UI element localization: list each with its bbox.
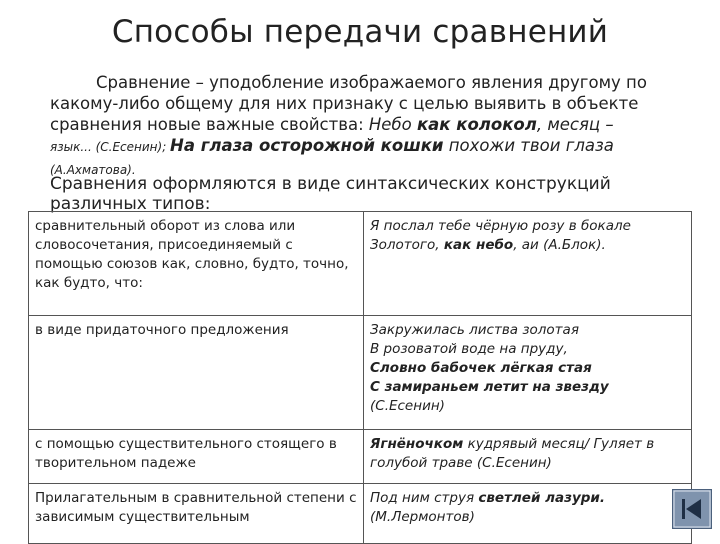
- first-slide-button[interactable]: [672, 489, 712, 529]
- table-row: [29, 484, 692, 544]
- example-cell: [364, 316, 692, 430]
- intro-line-4: [50, 135, 690, 158]
- comparison-highlight: как небо: [443, 237, 514, 253]
- first-slide-icon: [673, 490, 711, 528]
- comparison-highlight: На глаза осторожной кошки: [170, 136, 444, 155]
- example-text: Под ним струя: [370, 490, 479, 506]
- example-text: (М.Лермонтов): [370, 509, 475, 525]
- type-cell: в виде придаточного предложения: [29, 316, 364, 430]
- type-cell: с помощью существительного стоящего в творительном падеже: [29, 430, 364, 484]
- table-row: [29, 212, 692, 316]
- type-cell: Прилагательным в сравнительной степени с зависимым существительным: [29, 484, 364, 544]
- table-row: [29, 430, 692, 484]
- intro-paragraph: [50, 72, 690, 181]
- intro-line-1: Сравнение – уподобление изображаемого явления другому по: [96, 73, 647, 92]
- example-line-highlight: Словно бабочек лёгкая стая: [370, 360, 592, 376]
- example-line: Закружилась листва золотая: [370, 322, 579, 338]
- example-cell: [364, 212, 692, 316]
- comparison-highlight: как колокол: [416, 115, 537, 134]
- example-text: Небо: [368, 115, 417, 134]
- types-lead: Сравнения оформляются в виде синтаксических конструкций различных типов:: [50, 174, 611, 214]
- intro-line-3: [50, 114, 690, 135]
- example-citation: язык... (С.Есенин);: [50, 140, 171, 154]
- example-citation: (А.Ахматова).: [50, 163, 136, 177]
- comparison-highlight: светлей лазури.: [478, 490, 605, 506]
- type-cell: сравнительный оборот из слова или словосочетания, присоединяемый с помощью союзов как, словно, будто, точно, как будто, что:: [29, 212, 364, 316]
- example-cell: [364, 430, 692, 484]
- example-line-highlight: С замираньем летит на звезду: [370, 379, 609, 395]
- comparison-types-table: [28, 211, 692, 544]
- example-text: Золотого,: [370, 237, 444, 253]
- example-cell: [364, 484, 692, 544]
- example-text: кудрявый месяц/ Гуляет в голубой траве (С.Есенин): [370, 436, 655, 471]
- table-row: [29, 316, 692, 430]
- intro-text: сравнения новые важные свойства:: [50, 115, 369, 134]
- example-line: Я послал тебе чёрную розу в бокале: [370, 218, 631, 234]
- example-text: похожи твои глаза: [443, 136, 614, 155]
- example-text: , аи (А.Блок).: [513, 237, 606, 253]
- slide-title: Способы передачи сравнений: [111, 14, 609, 50]
- example-text: , месяц –: [536, 115, 614, 134]
- example-line: В розоватой воде на пруду,: [370, 341, 568, 357]
- example-line: (С.Есенин): [370, 398, 445, 414]
- comparison-highlight: Ягнёночком: [370, 436, 464, 452]
- intro-line-2: какому-либо общему для них признаку с целью выявить в объекте: [50, 94, 639, 113]
- example-line: [370, 236, 685, 255]
